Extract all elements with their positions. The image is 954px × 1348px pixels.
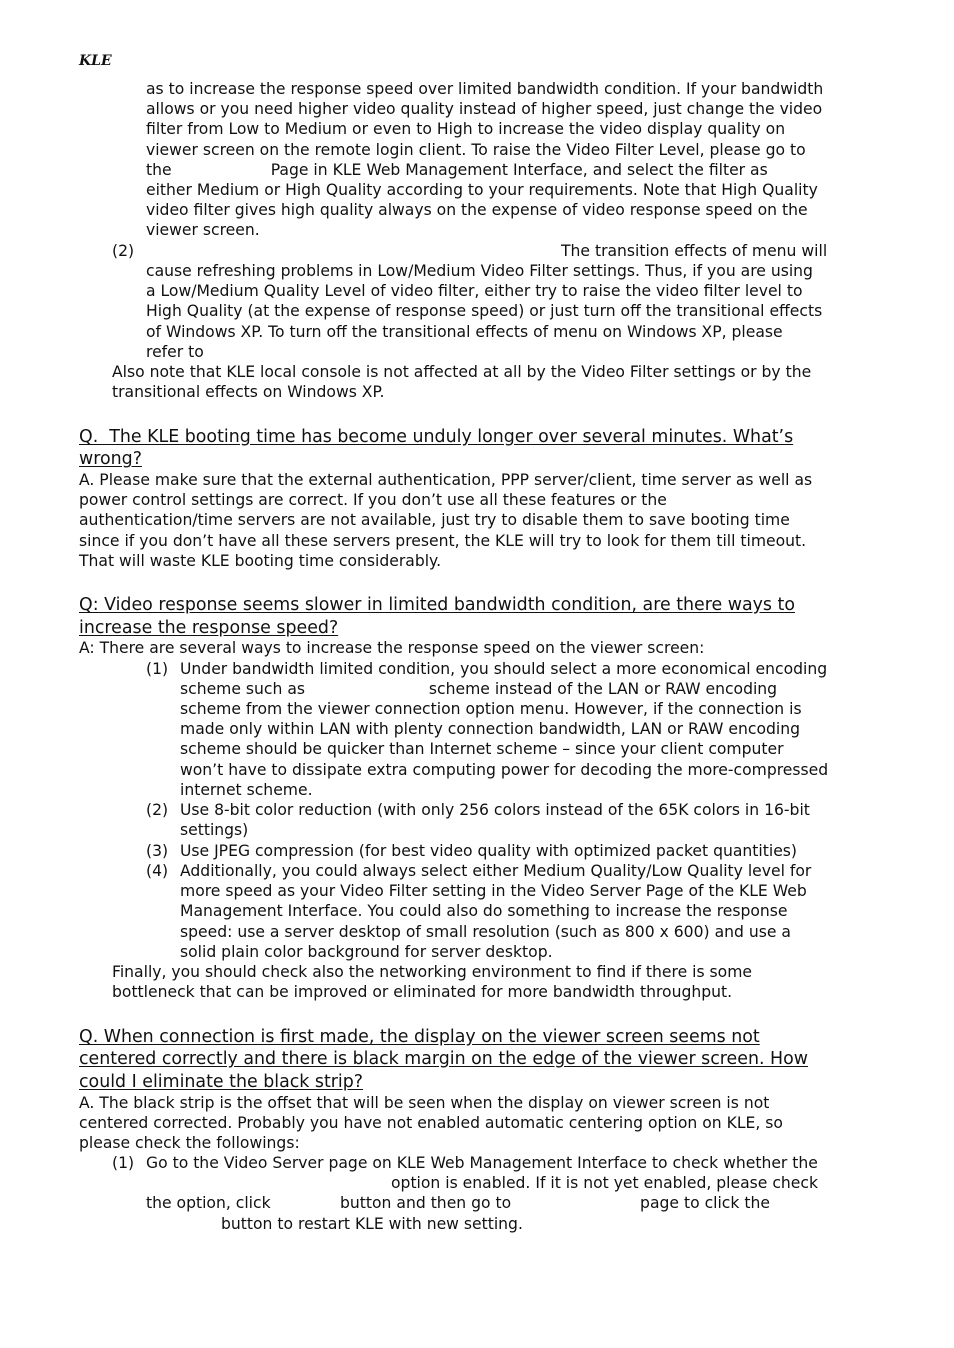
faq-closing: Finally, you should check also the networking environment to find if there is some: [112, 963, 752, 981]
faq-answer: A. The black strip is the offset that will be seen when the display on viewer screen is not: [79, 1094, 770, 1112]
faq-question: centered correctly and there is black margin on the edge of the viewer screen. How: [79, 1049, 808, 1069]
header-title: KLE: [79, 53, 112, 69]
faq-question: could I eliminate the black strip?: [79, 1072, 364, 1092]
list-marker: (1): [146, 660, 169, 678]
list-item-line: scheme such as scheme instead of the LAN or RAW encoding: [180, 680, 778, 698]
faq-answer: A: There are several ways to increase the response speed on the viewer screen:: [79, 639, 705, 657]
intro-item2-line: High Quality (at the expense of response speed) or just turn off the transitional effects: [146, 302, 823, 320]
faq-answer: centered corrected. Probably you have not enabled automatic centering option on KLE, so: [79, 1114, 783, 1132]
list-item-line: scheme from the viewer connection option menu. However, if the connection is: [180, 700, 802, 718]
list-item-line: scheme should be quicker than Internet scheme – since your client computer: [180, 740, 784, 758]
intro-line: viewer screen.: [146, 221, 260, 239]
faq-answer: That will waste KLE booting time considerably.: [79, 552, 442, 570]
faq-answer: since if you don’t have all these servers present, the KLE will try to look for them till timeout.: [79, 532, 807, 550]
list-item-line: more speed as your Video Filter setting in the Video Server Page of the KLE Web: [180, 882, 807, 900]
list-marker: (1): [112, 1154, 135, 1172]
intro-item2-text: The transition effects of menu will: [561, 242, 828, 260]
intro-note: Also note that KLE local console is not affected at all by the Video Filter settings or by the: [112, 363, 812, 381]
intro-line: viewer screen on the remote login client. To raise the Video Filter Level, please go to: [146, 141, 806, 159]
faq-question: increase the response speed?: [79, 618, 339, 638]
list-item-line: button to restart KLE with new setting.: [221, 1215, 523, 1233]
faq-closing: bottleneck that can be improved or eliminated for more bandwidth throughput.: [112, 983, 733, 1001]
list-item-line: Management Interface. You could also do something to increase the response: [180, 902, 788, 920]
intro-line: filter from Low to Medium or even to High to increase the video display quality on: [146, 120, 786, 138]
list-item-line: the option, click button and then go to page to click the: [146, 1194, 770, 1212]
faq-answer: power control settings are correct. If you don’t use all these features or the: [79, 491, 667, 509]
list-marker: (2): [146, 801, 169, 819]
list-item-line: internet scheme.: [180, 781, 313, 799]
intro-line: video filter gives high quality always on the expense of video response speed on the: [146, 201, 808, 219]
faq-question: Q: Video response seems slower in limited bandwidth condition, are there ways to: [79, 595, 795, 615]
list-item-line: solid plain color background for server desktop.: [180, 943, 553, 961]
intro-item2-line: refer to: [146, 343, 204, 361]
list-item-line: settings): [180, 821, 249, 839]
faq-question: Q. The KLE booting time has become unduly longer over several minutes. What’s: [79, 427, 794, 447]
intro-line: the Page in KLE Web Management Interface, and select the filter as: [146, 161, 768, 179]
intro-line: either Medium or High Quality according to your requirements. Note that High Quality: [146, 181, 818, 199]
list-marker: (4): [146, 862, 169, 880]
list-item-line: option is enabled. If it is not yet enabled, please check: [391, 1174, 818, 1192]
list-item-line: Use 8-bit color reduction (with only 256 colors instead of the 65K colors in 16-bit: [180, 801, 810, 819]
list-item-line: Additionally, you could always select either Medium Quality/Low Quality level for: [180, 862, 812, 880]
list-item-line: won’t have to dissipate extra computing power for decoding the more-compressed: [180, 761, 829, 779]
list-marker: (2): [112, 242, 135, 260]
list-item-line: made only within LAN with plenty connection bandwidth, LAN or RAW encoding: [180, 720, 801, 738]
intro-item2-line: of Windows XP. To turn off the transitional effects of menu on Windows XP, please: [146, 323, 783, 341]
list-item-line: speed: use a server desktop of small resolution (such as 800 x 600) and use a: [180, 923, 791, 941]
list-item-line: Under bandwidth limited condition, you should select a more economical encoding: [180, 660, 828, 678]
list-item-line: Go to the Video Server page on KLE Web Management Interface to check whether the: [146, 1154, 818, 1172]
faq-answer: please check the followings:: [79, 1134, 300, 1152]
faq-answer: authentication/time servers are not available, just try to disable them to save booting time: [79, 511, 790, 529]
list-marker: (3): [146, 842, 169, 860]
list-item-line: Use JPEG compression (for best video quality with optimized packet quantities): [180, 842, 797, 860]
faq-question: wrong?: [79, 449, 142, 469]
intro-line: allows or you need higher video quality instead of higher speed, just change the video: [146, 100, 823, 118]
faq-question: Q. When connection is first made, the display on the viewer screen seems not: [79, 1027, 760, 1047]
intro-line: as to increase the response speed over limited bandwidth condition. If your bandwidth: [146, 80, 824, 98]
intro-note: transitional effects on Windows XP.: [112, 383, 385, 401]
faq-answer: A. Please make sure that the external authentication, PPP server/client, time server as well as: [79, 471, 813, 489]
intro-item2-line: a Low/Medium Quality Level of video filter, either try to raise the video filter level to: [146, 282, 803, 300]
intro-item2-line: cause refreshing problems in Low/Medium Video Filter settings. Thus, if you are using: [146, 262, 813, 280]
